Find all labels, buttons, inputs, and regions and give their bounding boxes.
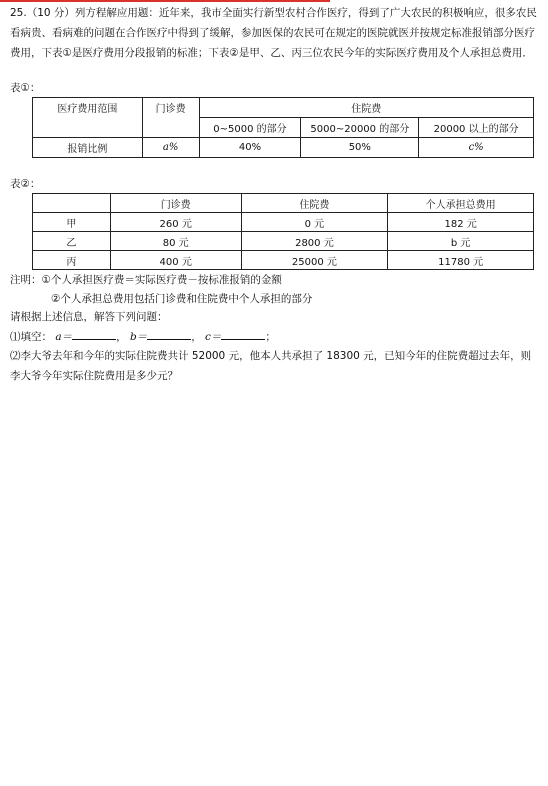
sub-header-20000-plus: 20000 以上的部分	[419, 118, 534, 138]
header-rule	[0, 0, 330, 2]
cell-inpatient: 2800 元	[241, 232, 388, 251]
cell-outpatient: 260 元	[110, 213, 241, 232]
answer-c-blank[interactable]	[221, 328, 265, 340]
q1-end: ；	[265, 331, 276, 343]
row-name-jia: 甲	[33, 213, 111, 232]
cell-ratio-0: 40%	[199, 138, 301, 158]
cell-outpatient-ratio: a%	[142, 138, 199, 158]
header-range: 医疗费用范围	[33, 98, 143, 138]
sub-header-5000-20000: 5000~20000 的部分	[301, 118, 419, 138]
note-2: ②个人承担总费用包括门诊费和住院费中个人承担的部分	[51, 293, 313, 305]
q1-c-label: c＝	[205, 331, 222, 343]
question-2: ⑵李大爷去年和今年的实际住院费共计 52000 元，他本人共承担了 18300 元，已知今年的住院费超过去年，则李大爷今年实际住院费用是多少元？	[10, 350, 532, 382]
cell-ratio-2: c%	[419, 138, 534, 158]
problem-statement: 25.（10 分）列方程解应用题：近年来，我市全面实行新型农村合作医疗，得到了广大农民的积极响应，很多农民看病贵、看病难的问题在合作医疗中得到了缓解，参加医保的农民可在规定的医院就医并按规定标准报销部分医疗费用，下表①是医疗费用分段报销的标准；下表②是甲、乙、丙三位农民今年的实际医疗费用及个人承担总费用．	[10, 7, 537, 59]
cell-total: 11780 元	[388, 251, 534, 270]
header-inpatient: 住院费	[241, 194, 388, 213]
answer-a-blank[interactable]	[72, 328, 116, 340]
patient-cost-table	[32, 193, 534, 270]
header-outpatient: 门诊费	[110, 194, 241, 213]
row-label-ratio: 报销比例	[33, 138, 143, 158]
header-total: 个人承担总费用	[388, 194, 534, 213]
q1-b-label: b＝	[129, 331, 148, 343]
cell-inpatient: 0 元	[241, 213, 388, 232]
reimbursement-table	[32, 97, 534, 158]
question-1	[10, 328, 276, 345]
q1-a-label: a＝	[55, 331, 73, 343]
cell-total: b 元	[388, 232, 534, 251]
sub-header-0-5000: 0~5000 的部分	[199, 118, 301, 138]
q1-sep-1: ，	[116, 331, 127, 343]
header-empty	[33, 194, 111, 213]
table2-label: 表②：	[10, 178, 41, 190]
cell-outpatient: 400 元	[110, 251, 241, 270]
cell-outpatient: 80 元	[110, 232, 241, 251]
cell-ratio-1: 50%	[301, 138, 419, 158]
q1-sep-2: ，	[191, 331, 202, 343]
header-inpatient: 住院费	[199, 98, 533, 118]
header-outpatient: 门诊费	[142, 98, 199, 138]
note-1: 注明：①个人承担医疗费＝实际医疗费－按标准报销的金额	[10, 274, 282, 286]
q1-prefix: ⑴填空：	[10, 331, 52, 343]
row-name-bing: 丙	[33, 251, 111, 270]
cell-total: 182 元	[388, 213, 534, 232]
cell-inpatient: 25000 元	[241, 251, 388, 270]
table1-label: 表①：	[10, 82, 41, 94]
questions-intro: 请根据上述信息，解答下列问题：	[10, 311, 168, 323]
answer-b-blank[interactable]	[147, 328, 191, 340]
row-name-yi: 乙	[33, 232, 111, 251]
